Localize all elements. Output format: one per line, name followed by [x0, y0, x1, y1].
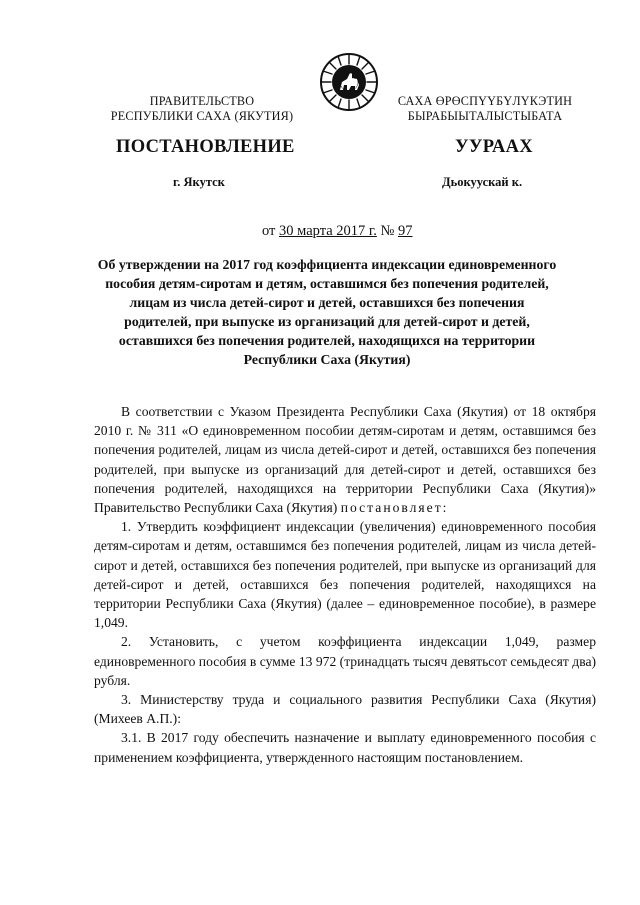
title-line: оставшихся без попечения родителей, находящихся на территории — [118, 333, 536, 348]
paragraph-item-2: 2. Установить, с учетом коэффициента индексации 1,049, размер единовременного пособия в сумме 13 972 (тринадцать тысяч девятьсот семьдесят два) рубля. — [94, 634, 596, 688]
government-name-russian — [92, 94, 312, 124]
header-left-line2: РЕСПУБЛИКИ САХА (ЯКУТИЯ) — [110, 109, 294, 123]
paragraph-item-1: 1. Утвердить коэффициент индексации (увеличения) единовременного пособия детям-сиротам и детям, оставшимся без попечения родителей, лицам из числа детей-сирот и детей, оставшихся без попечения родителей, при выпуске из организаций для детей-сирот и детей, оставшихся без попечения родителей, находящихся на территории Республики Саха (Якутия) (далее – единовременное пособие), в размере 1,049. — [94, 519, 596, 631]
preamble-text: В соответствии с Указом Президента Республики Саха (Якутия) от 18 октября 2010 г. № 311 «О единовременном пособии детям-сиротам и детям, оставшимся без попечения родителей, лицам из числа детей-сирот и детей, оставшихся без попечения родителей, при выпуске из организаций для детей-сирот и детей, оставшихся без попечения родителей, находящихся на территории Республики Саха (Якутия)» Правительство Республики Саха (Якутия) — [94, 404, 596, 516]
title-line: родителей, при выпуске из организаций для детей-сирот и детей, — [124, 314, 530, 329]
title-line: лицам из числа детей-сирот и детей, оставшихся без попечения — [129, 295, 525, 310]
decree-word: постановляет: — [340, 500, 449, 516]
document-title — [82, 255, 572, 369]
city-yakut: Дьокуускай к. — [442, 175, 523, 189]
header-right-line2: БЫРАБЫЫТАЛЫСТЫБАТА — [407, 109, 563, 123]
title-line: пособия детям-сиротам и детям, оставшимся без попечения родителей, — [105, 276, 549, 291]
document-body — [94, 402, 596, 767]
document-type-yakut: УУРААХ — [455, 137, 533, 157]
government-name-yakut — [375, 94, 595, 124]
paragraph-item-3: 3. Министерству труда и социального развития Республики Саха (Якутия) (Михеев А.П.): — [94, 692, 596, 727]
coat-of-arms-icon — [319, 52, 379, 112]
title-line: Республики Саха (Якутия) — [243, 352, 411, 367]
header-right-line1: САХА ӨРӨСПҮҮБҮЛҮКЭТИН — [397, 94, 573, 108]
document-type-russian: ПОСТАНОВЛЕНИЕ — [116, 137, 295, 157]
document-date: 30 марта 2017 г. — [279, 223, 377, 239]
paragraph-preamble — [94, 402, 596, 517]
city-russian: г. Якутск — [173, 175, 225, 189]
header-left-line1: ПРАВИТЕЛЬСТВО — [149, 94, 255, 108]
number-label: № — [376, 223, 398, 239]
title-line: Об утверждении на 2017 год коэффициента индексации единовременного — [97, 257, 557, 272]
document-number: 97 — [397, 223, 413, 239]
date-prefix: от — [262, 223, 280, 239]
paragraph-item-3-1: 3.1. В 2017 году обеспечить назначение и выплату единовременного пособия с применением коэффициента, утвержденного настоящим постановлением. — [94, 730, 596, 765]
date-line — [262, 223, 412, 240]
